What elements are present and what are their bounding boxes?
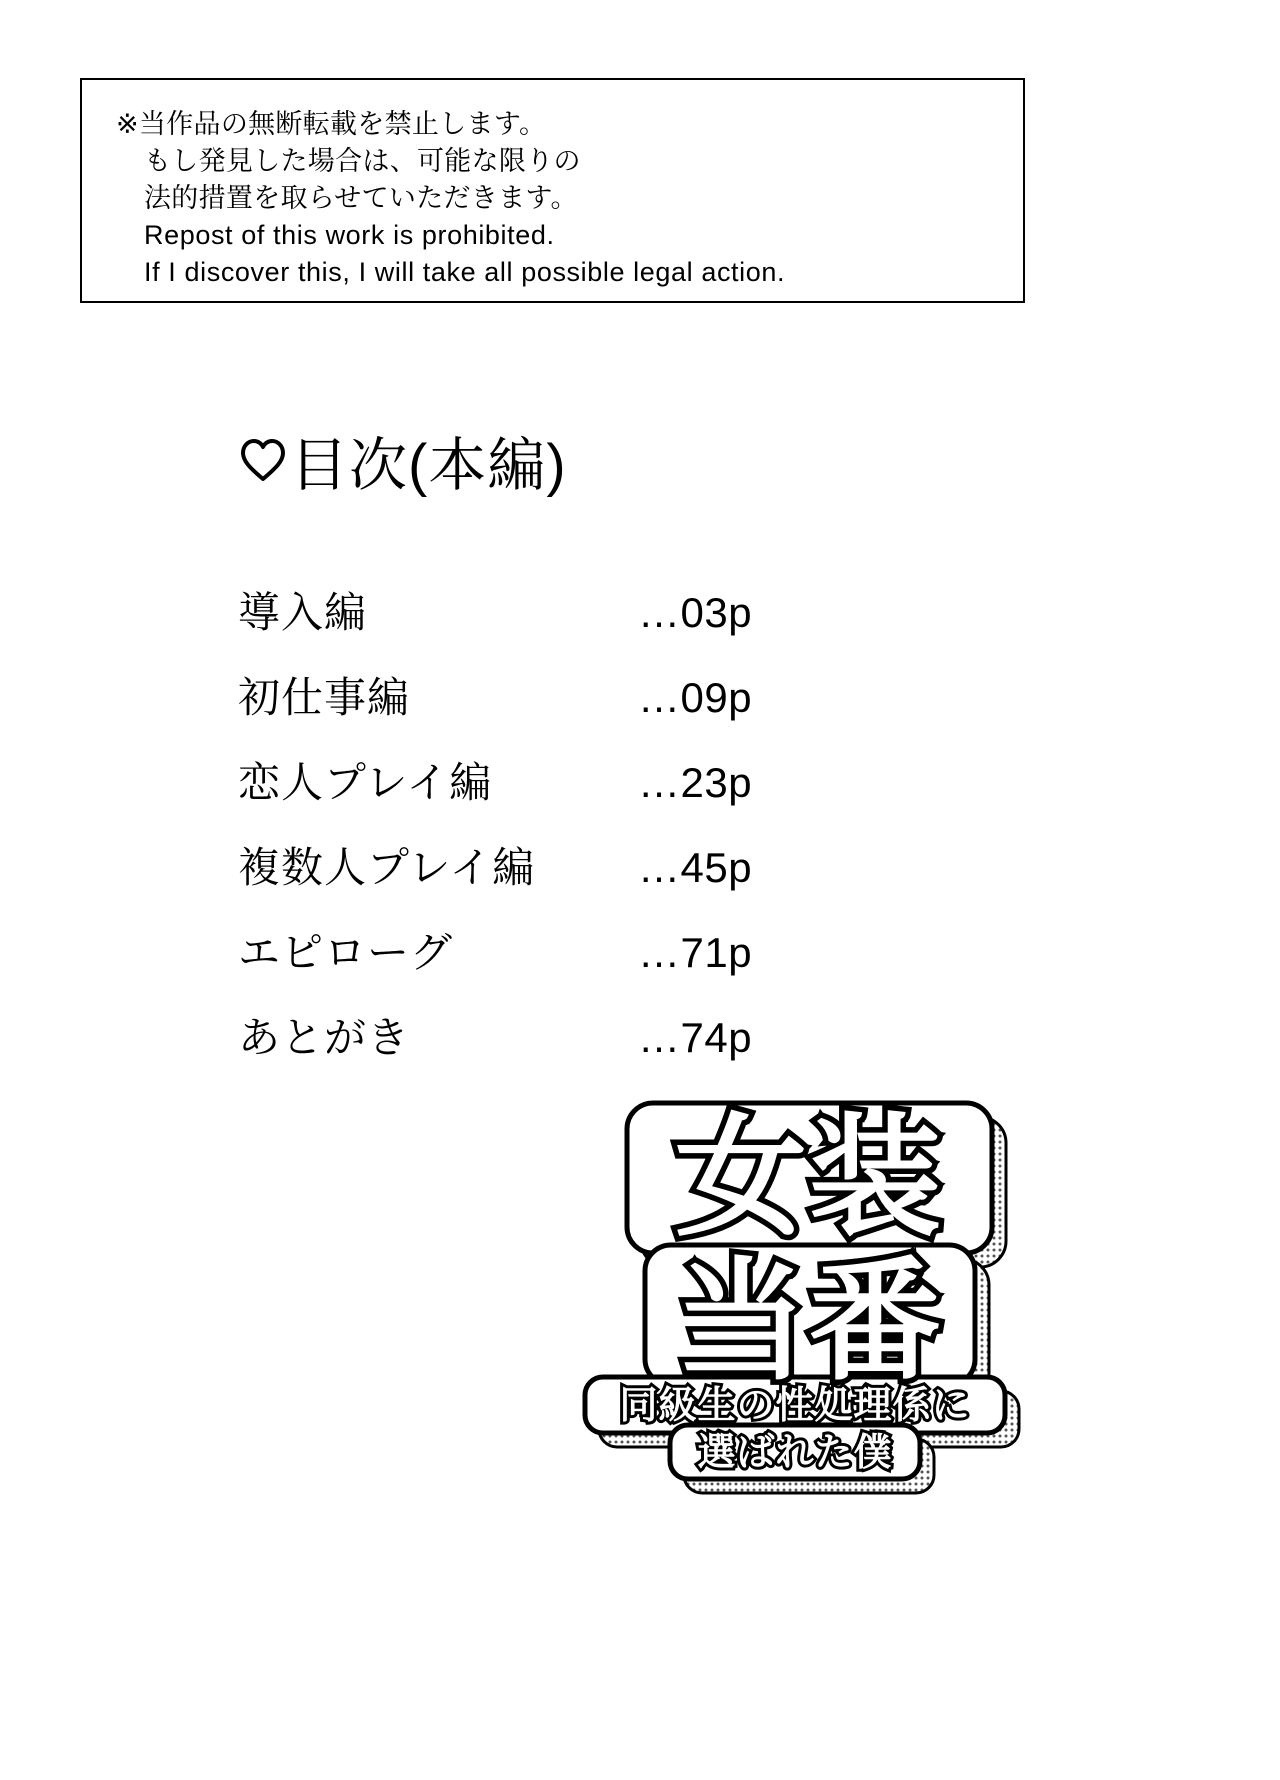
logo-line-1: 女装	[675, 1101, 943, 1255]
logo-subtitle-2: 選ばれた僕	[697, 1430, 893, 1474]
list-item[interactable]	[238, 835, 798, 920]
notice-line: 法的措置を取らせていただきます。	[144, 183, 578, 213]
list-item[interactable]	[238, 665, 798, 750]
logo-subtitle-1: 同級生の性処理係に	[619, 1383, 971, 1427]
toc-entry-page: …74p	[638, 1014, 753, 1061]
toc-entry-page: …23p	[638, 759, 753, 806]
page-title: 目次(本編)	[290, 433, 567, 498]
list-item[interactable]	[238, 1005, 798, 1090]
toc-entry-title: あとがき	[238, 1014, 411, 1061]
logo-line-2: 当番	[675, 1245, 943, 1399]
toc-entry-title: エピローグ	[238, 929, 454, 976]
toc-entry-title: 恋人プレイ編	[238, 759, 493, 806]
notice-line: Repost of this work is prohibited.	[144, 220, 555, 250]
toc-entry-title: 導入編	[238, 589, 368, 636]
toc-entry-page: …45p	[638, 844, 753, 891]
table-of-contents-heading	[240, 418, 567, 502]
list-item[interactable]	[238, 750, 798, 835]
copyright-notice-box	[80, 78, 1025, 303]
toc-entry-title: 複数人プレイ編	[238, 844, 536, 891]
table-of-contents-list	[238, 580, 798, 1090]
notice-line: ※当作品の無断転載を禁止します。	[116, 109, 547, 139]
notice-line: もし発見した場合は、可能な限りの	[144, 146, 581, 176]
heart-icon	[240, 437, 286, 489]
toc-entry-page: …09p	[638, 674, 753, 721]
toc-entry-title: 初仕事編	[238, 674, 411, 721]
title-logo	[575, 1095, 1030, 1540]
toc-entry-page: …71p	[638, 929, 753, 976]
list-item[interactable]	[238, 580, 798, 665]
notice-line: If I discover this, I will take all possible legal action.	[144, 257, 786, 287]
toc-entry-page: …03p	[638, 589, 753, 636]
list-item[interactable]	[238, 920, 798, 1005]
